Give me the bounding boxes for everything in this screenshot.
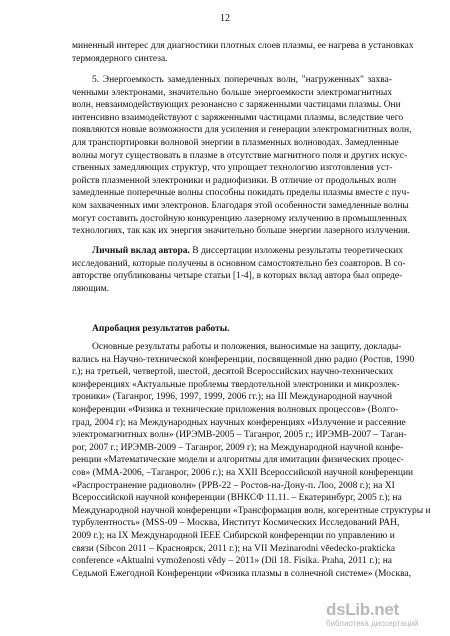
approbation-paragraph <box>72 341 431 580</box>
intro-paragraph <box>72 40 414 65</box>
text-line: град, 2004 г); на Международных научных конференциях «Излучение и рассеяние <box>72 417 406 428</box>
text-line: конференциях «Актуальные проблемы твердотельной электроники и микроэлек- <box>72 379 400 390</box>
text-line <box>72 245 403 258</box>
text-line: для транспортировки волновой энергии в плазменных волноводах. Замедленные <box>72 137 399 148</box>
personal-contribution-heading: Личный вклад автора. <box>92 246 190 256</box>
text-line: замедленные поперечные волны способны покидать пределы плазмы вместе с пуч- <box>72 188 410 199</box>
text-line: связи (Sibcon 2011 – Красноярск, 2011 г.); на VII Mezinarodni věedecko-prakticka <box>72 543 396 554</box>
text-line: вались на Научно-технической конференции, посвященной дню радио (Ростов, 1990 <box>72 354 415 365</box>
text-line: термоядерного синтеза. <box>72 53 168 64</box>
text-line: турбулентность» (MSS-09 – Москва, Институт Космических Исследований РАН, <box>72 518 400 529</box>
text-line: Седьмой Ежегодной Конференции «Физика плазмы в солнечной системе» (Москва, <box>72 568 412 579</box>
text-line: интенсивно взаимодействуют с заряженными частицами плазмы, вследствие чего <box>72 112 404 123</box>
dslib-watermark <box>326 600 444 630</box>
text-line: ройств плазменной электроники и радиофизики. В отличие от продольных волн <box>72 175 397 186</box>
page-number: 12 <box>220 13 230 24</box>
text-line: авторстве опубликованы четыре статьи [1-4], в которых вклад автора был опреде- <box>72 271 403 282</box>
text-line: Международной научной конференции «Трансформация волн, когерентные структуры и <box>72 505 431 516</box>
text-line: ренции «Математические модели и алгоритмы для имитации физических процес- <box>72 455 404 466</box>
text-line: «Распространение радиоволн» (РРВ-22 – Ростов-на-Дону-п. Лоо, 2008 г.); на XI <box>72 480 395 491</box>
text-line: г.); на третьей, четвертой, шестой, десятой Всероссийских научно-технических <box>72 367 394 378</box>
text-line: волн, невзаимодействующих резонансно с заряженными частицами плазмы. Они <box>72 100 401 111</box>
text-line: появляются новые возможности для усиления и генерации электромагнитных волн, <box>72 125 412 136</box>
text-line: конференции «Физика и технические приложения волновых процессов» (Волго- <box>72 404 399 415</box>
text-line: троники» (Таганрог, 1996, 1997, 1999, 2006 гг.); на III Международной научной <box>72 392 393 403</box>
text-line: сов» (ММА-2006, –Таганрог, 2006 г.); на XXII Всероссийской научной конференции <box>72 467 414 478</box>
approbation-heading-block <box>72 323 392 336</box>
text-line: 2009 г.); на IX Международной IEEE Сибирской конференции по управлению и <box>72 530 395 541</box>
personal-contribution-first-line: В диссертации изложены результаты теоретических <box>189 246 403 256</box>
personal-contribution-paragraph <box>72 245 406 295</box>
item-5-paragraph <box>72 74 412 238</box>
text-line: Основные результаты работы и положения, выносимые на защиту, доклады- <box>92 342 402 352</box>
approbation-heading: Апробация результатов работы. <box>92 324 230 334</box>
text-line: ственных замедляющих структур, что упрощает технологию изготовления уст- <box>72 163 393 174</box>
text-line: технологиях, так как их энергия значительно больше энергии лазерного излучения. <box>72 226 410 237</box>
text-line: рог, 2007 г.; ИРЭМВ-2009 – Таганрог, 2009 г); на Международной научной конфе- <box>72 442 404 453</box>
dslib-caption: библиотека диссертаций <box>326 619 419 628</box>
text-line: волны могут существовать в плазме в отсутствие магнитного поля и других искус- <box>72 150 408 161</box>
text-line: conference «Aktualni vymoženosti vědy – 2011» (Dil 18. Fisika. Praha, 2011 г.); на <box>72 556 392 567</box>
dslib-logo: dsLib.net <box>326 600 399 619</box>
text-line: Всероссийской научной конференции (ВНКСФ 11.11. – Екатеринбург, 2005 г.); на <box>72 493 402 504</box>
text-line: ком захваченных ими электронов. Благодаря этой особенности замедленные волны <box>72 200 409 211</box>
text-line: ляющим. <box>72 283 109 294</box>
text-line: электромагнитных волн» (ИРЭМВ-2005 – Таганрог, 2005 г.; ИРЭМВ-2007 – Таган- <box>72 430 407 441</box>
text-line: миненный интерес для диагностики плотных слоев плазмы, ее нагрева в установках <box>72 41 414 51</box>
text-line: исследований, которые получены в основном самостоятельно без соавторов. В со- <box>72 258 406 269</box>
text-line: 5. Энергоемкость замедленных поперечных волн, "нагруженных" захва- <box>92 75 392 85</box>
text-line: могут составить достойную конкуренцию лазерному излучению в промышленных <box>72 213 408 224</box>
text-line: ченными электронами, значительно больше энергоемкости электромагнитных <box>72 87 392 98</box>
